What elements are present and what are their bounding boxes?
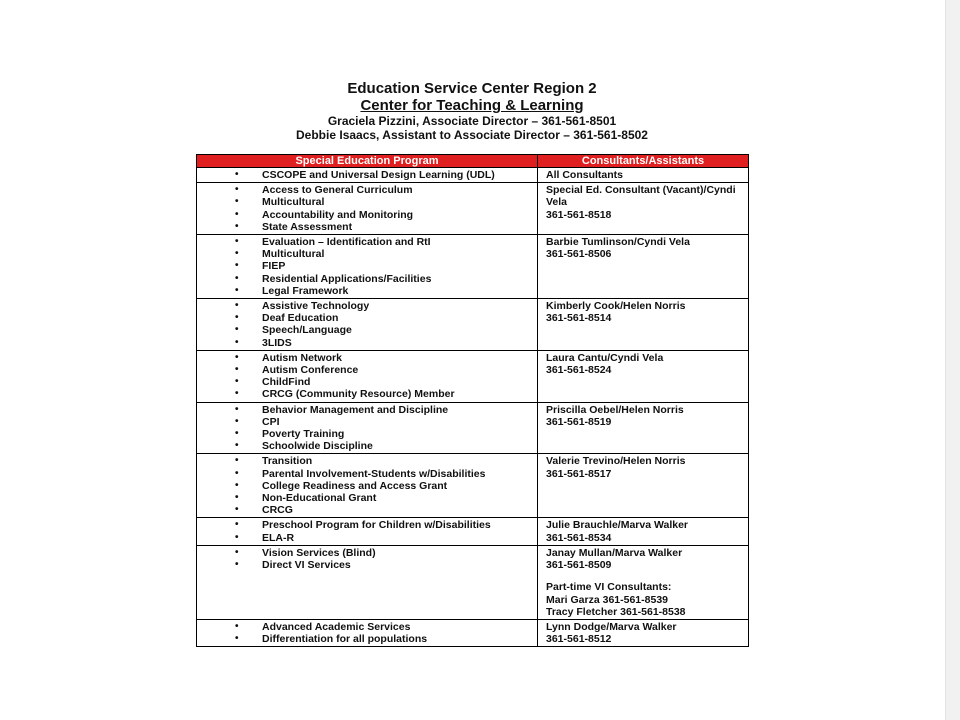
program-item: • FIEP (197, 260, 533, 272)
program-item: • Transition (197, 455, 533, 467)
contact-cell (538, 299, 749, 351)
contact-line: Barbie Tumlinson/Cyndi Vela (546, 236, 690, 249)
program-item: • Advanced Academic Services (197, 621, 533, 633)
program-table (196, 154, 749, 647)
contact-line: Lynn Dodge/Marva Walker (546, 620, 677, 633)
table-header-row (197, 155, 749, 168)
contact-cell (538, 545, 749, 619)
program-cell (197, 454, 538, 518)
program-item: • Poverty Training (197, 428, 533, 440)
associate-director-line: Graciela Pizzini, Associate Director – 361-561-8501 (327, 114, 617, 128)
program-cell (197, 518, 538, 545)
program-list (197, 352, 533, 401)
consultants-column-header: Consultants/Assistants (538, 155, 749, 168)
table-row (197, 168, 749, 183)
assistant-line: Debbie Isaacs, Assistant to Associate Director – 361-561-8502 (296, 128, 648, 142)
program-item: • 3LIDS (197, 337, 533, 349)
program-item: • Non-Educational Grant (197, 492, 533, 504)
program-item: • CPI (197, 416, 533, 428)
contact-cell (538, 402, 749, 454)
contact-line: Laura Cantu/Cyndi Vela (546, 351, 664, 364)
contact-line: 361-561-8519 (546, 415, 612, 428)
program-item: • Multicultural (197, 196, 533, 208)
program-item: • Multicultural (197, 248, 533, 260)
contact-cell (538, 619, 749, 646)
program-list (197, 621, 533, 645)
document-header (196, 80, 748, 142)
table-row (197, 619, 749, 646)
contact-line: Janay Mullan/Marva Walker (546, 546, 683, 559)
table-row (197, 299, 749, 351)
program-cell (197, 299, 538, 351)
table-body (197, 168, 749, 647)
program-item: • Evaluation – Identification and RtI (197, 236, 533, 248)
contact-line: Kimberly Cook/Helen Norris (546, 300, 686, 313)
program-item: • ChildFind (197, 376, 533, 388)
contact-cell (538, 168, 749, 183)
program-cell (197, 235, 538, 299)
contact-line: 361-561-8518 (546, 208, 612, 221)
program-item: • Speech/Language (197, 324, 533, 336)
contact-line: 361-561-8517 (546, 467, 612, 480)
program-list (197, 169, 533, 181)
program-item: • Parental Involvement-Students w/Disabilities (197, 468, 533, 480)
program-list (197, 547, 533, 571)
program-item: • College Readiness and Access Grant (197, 480, 533, 492)
program-list (197, 455, 533, 516)
program-item: • Accountability and Monitoring (197, 209, 533, 221)
program-item: • Access to General Curriculum (197, 184, 533, 196)
program-list (197, 404, 533, 453)
program-list (197, 236, 533, 297)
program-column-header: Special Education Program (197, 155, 538, 168)
document-subtitle: Center for Teaching & Learning (360, 97, 584, 114)
contact-line: 361-561-8534 (546, 531, 612, 544)
program-item: • Assistive Technology (197, 300, 533, 312)
program-item: • CRCG (Community Resource) Member (197, 388, 533, 400)
contact-line: 361-561-8509 (546, 559, 612, 572)
program-item: • State Assessment (197, 221, 533, 233)
contact-line: 361-561-8524 (546, 364, 612, 377)
program-list (197, 519, 533, 543)
contact-line: 361-561-8506 (546, 248, 612, 261)
program-cell (197, 168, 538, 183)
contact-line: 361-561-8512 (546, 633, 612, 646)
program-list (197, 184, 533, 233)
contact-cell (538, 518, 749, 545)
program-item: • Autism Conference (197, 364, 533, 376)
table-row (197, 518, 749, 545)
contact-line: Special Ed. Consultant (Vacant)/Cyndi Vela (546, 184, 736, 209)
program-item: • Behavior Management and Discipline (197, 404, 533, 416)
contact-cell (538, 235, 749, 299)
contact-spacer (546, 571, 744, 581)
contact-line: Julie Brauchle/Marva Walker (546, 519, 689, 532)
program-cell (197, 402, 538, 454)
program-cell (197, 183, 538, 235)
contact-line: 361-561-8514 (546, 312, 612, 325)
program-item: • Vision Services (Blind) (197, 547, 533, 559)
contact-line: All Consultants (546, 169, 624, 181)
program-item: • Schoolwide Discipline (197, 440, 533, 452)
program-item: • Autism Network (197, 352, 533, 364)
program-item: • Residential Applications/Facilities (197, 273, 533, 285)
contact-line: Part-time VI Consultants: (546, 581, 672, 594)
scrollbar[interactable] (945, 0, 960, 720)
program-item: • Deaf Education (197, 312, 533, 324)
table-row (197, 454, 749, 518)
program-list (197, 300, 533, 349)
program-item: • Legal Framework (197, 285, 533, 297)
table-row (197, 402, 749, 454)
program-item: • Differentiation for all populations (197, 633, 533, 645)
contact-line: Mari Garza 361-561-8539 (546, 593, 668, 606)
program-cell (197, 350, 538, 402)
program-item: • Direct VI Services (197, 559, 533, 571)
contact-line: Priscilla Oebel/Helen Norris (546, 403, 684, 416)
table-row (197, 183, 749, 235)
contact-cell (538, 183, 749, 235)
program-item: • CSCOPE and Universal Design Learning (UDL) (197, 169, 533, 181)
table-row (197, 545, 749, 619)
program-cell (197, 619, 538, 646)
document-title: Education Service Center Region 2 (347, 80, 597, 97)
contact-cell (538, 454, 749, 518)
contact-line: Valerie Trevino/Helen Norris (546, 455, 686, 468)
contact-line: Tracy Fletcher 361-561-8538 (546, 605, 686, 618)
program-item: • ELA-R (197, 532, 533, 544)
table-row (197, 350, 749, 402)
table-row (197, 235, 749, 299)
program-item: • Preschool Program for Children w/Disabilities (197, 519, 533, 531)
program-cell (197, 545, 538, 619)
contact-cell (538, 350, 749, 402)
program-item: • CRCG (197, 504, 533, 516)
